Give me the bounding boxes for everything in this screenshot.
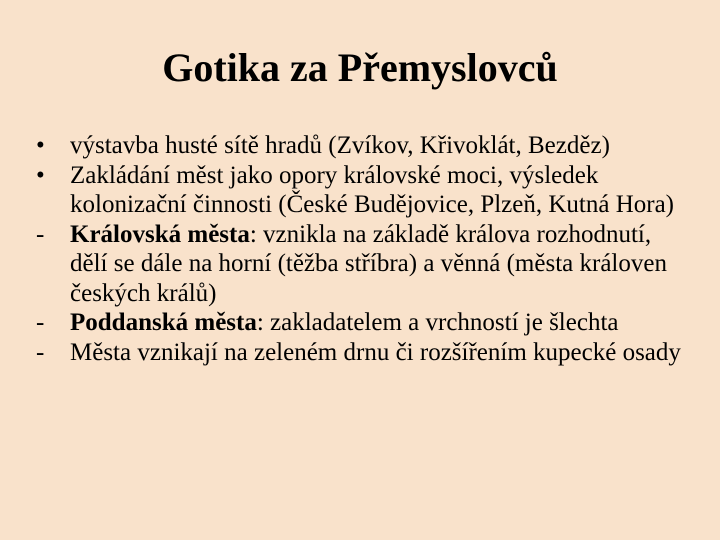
dash-marker: - bbox=[36, 309, 45, 336]
slide-title: Gotika za Přemyslovců bbox=[162, 45, 558, 90]
item-text: : vznikla na základě králova rozhodnutí, dělí se dále na horní (těžba stříbra) a věnná (města královen českých králů) bbox=[70, 220, 667, 307]
item-text: Zakládání měst jako opory královské moci, výsledek kolonizační činnosti (České Budějovice, Plzeň, Kutná Hora) bbox=[70, 161, 675, 218]
item-text: výstavba husté sítě hradů (Zvíkov, Křivoklát, Bezděz) bbox=[70, 132, 610, 159]
list-item bbox=[36, 131, 686, 161]
list-item bbox=[36, 308, 686, 338]
item-text: : zakladatelem a vrchností je šlechta bbox=[256, 309, 619, 336]
dash-marker: - bbox=[36, 220, 45, 248]
list-item bbox=[36, 220, 686, 309]
item-text: Města vznikají na zeleném drnu či rozšířením kupecké osady bbox=[70, 338, 681, 366]
list-item bbox=[36, 161, 686, 220]
list-item bbox=[36, 338, 686, 368]
item-bold-text: Poddanská města bbox=[70, 309, 257, 336]
bullet-marker: • bbox=[36, 132, 45, 159]
bullet-marker: • bbox=[36, 161, 45, 189]
dash-marker: - bbox=[36, 338, 45, 366]
item-bold-text: Královská města bbox=[70, 220, 250, 248]
bullet-list bbox=[36, 131, 686, 367]
